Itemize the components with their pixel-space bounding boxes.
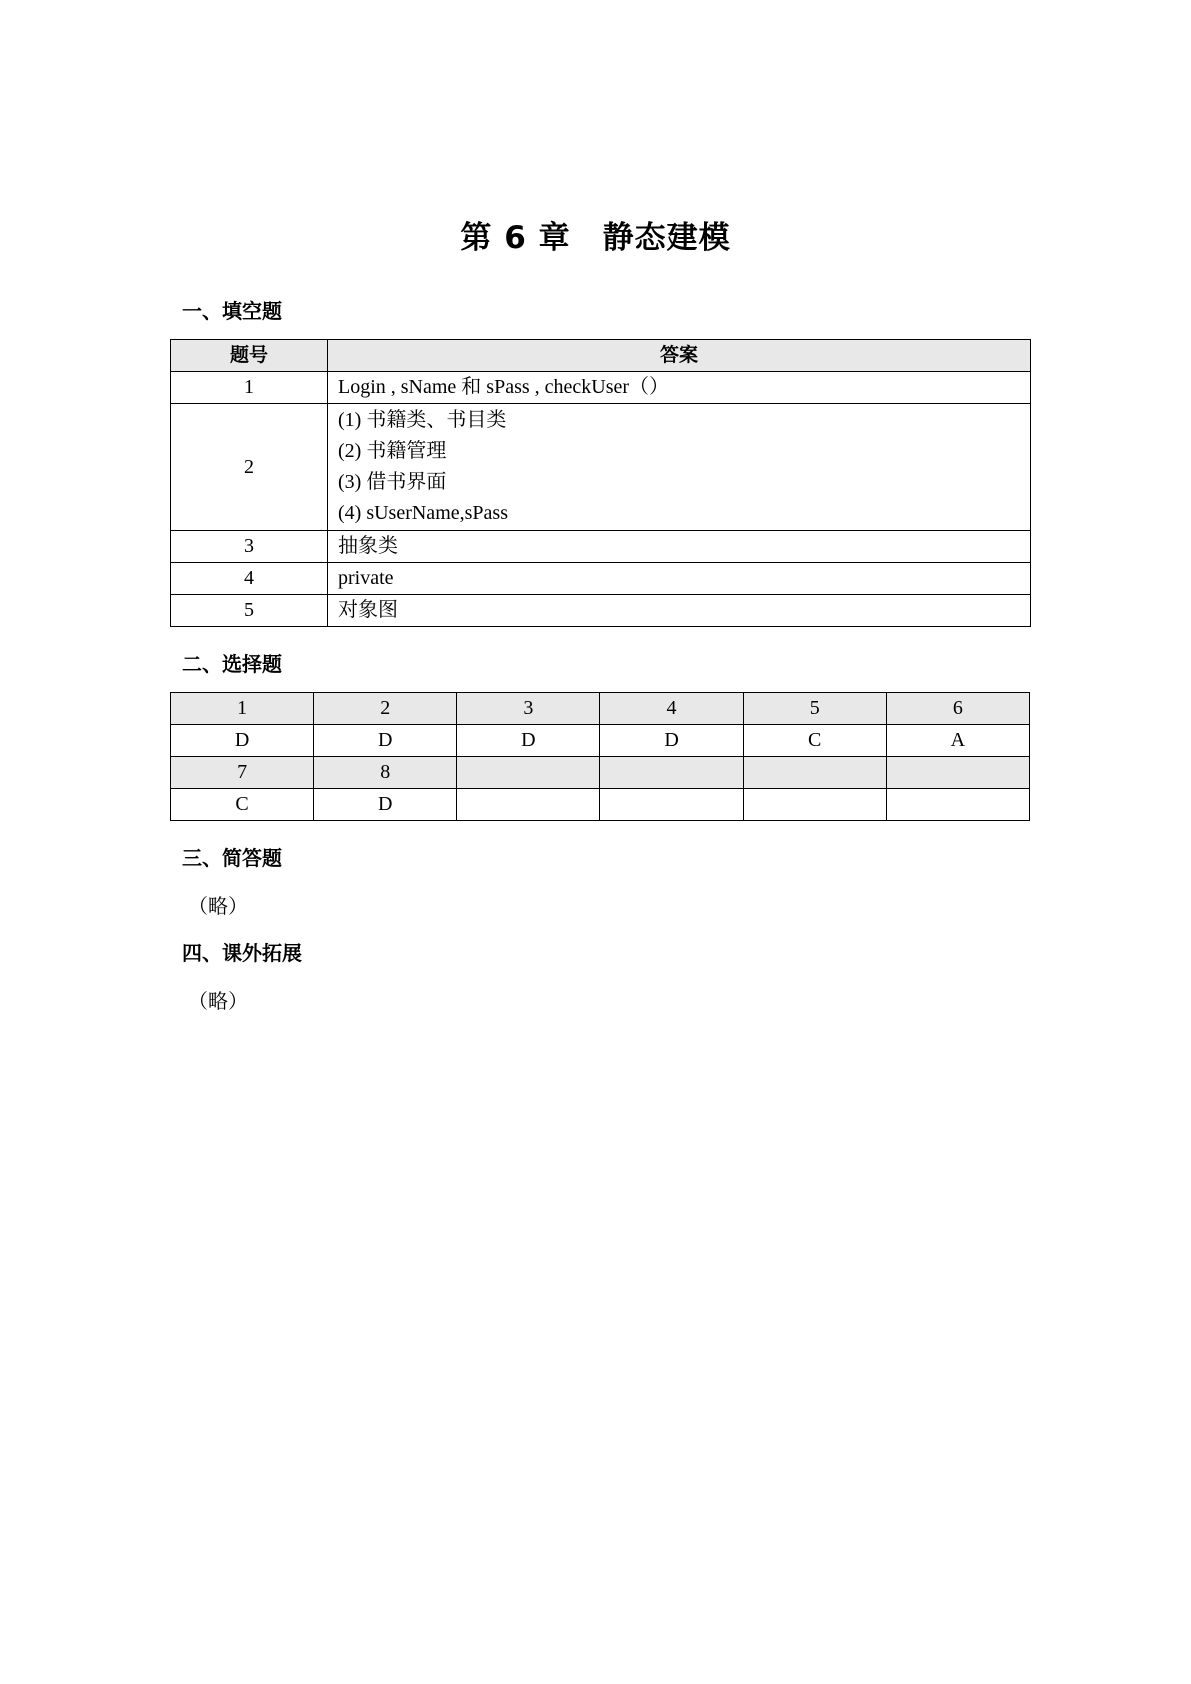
- question-number: [457, 757, 600, 789]
- answer-line: (4) sUserName,sPass: [338, 502, 508, 524]
- question-number: 2: [314, 693, 457, 725]
- answer-cell: D: [314, 789, 457, 821]
- question-number: 1: [171, 693, 314, 725]
- question-number: [743, 757, 886, 789]
- column-header-answer: 答案: [328, 340, 1031, 372]
- answer-cell: [886, 789, 1029, 821]
- question-number: 5: [743, 693, 886, 725]
- section-heading-extension: 四、课外拓展: [182, 941, 302, 965]
- answer-cell: Login , sName 和 sPass , checkUser（）: [328, 372, 1031, 404]
- question-number: 8: [314, 757, 457, 789]
- question-number: 5: [171, 595, 328, 627]
- column-header-number: 题号: [171, 340, 328, 372]
- section-heading-fill-blank: 一、填空题: [182, 299, 282, 323]
- question-number: 3: [171, 531, 328, 563]
- question-number: [600, 757, 743, 789]
- table-row: [171, 563, 1031, 595]
- question-number-row: [171, 693, 1030, 725]
- chapter-title: 第 6 章 静态建模: [460, 220, 731, 256]
- answer-row: [171, 725, 1030, 757]
- choice-answer-table: [170, 692, 1030, 821]
- answer-cell: D: [600, 725, 743, 757]
- table-row: [171, 531, 1031, 563]
- answer-line: (3) 借书界面: [338, 471, 447, 493]
- question-number: 4: [171, 563, 328, 595]
- answer-cell: D: [314, 725, 457, 757]
- question-number: 7: [171, 757, 314, 789]
- short-answer-note: （略）: [188, 896, 248, 918]
- extension-note: （略）: [188, 991, 248, 1013]
- answer-cell: [743, 789, 886, 821]
- answer-cell: C: [743, 725, 886, 757]
- question-number: 3: [457, 693, 600, 725]
- question-number: [886, 757, 1029, 789]
- answer-cell: A: [886, 725, 1029, 757]
- answer-cell: [600, 789, 743, 821]
- answer-cell: private: [328, 563, 1031, 595]
- answer-row: [171, 789, 1030, 821]
- answer-line: (2) 书籍管理: [338, 440, 447, 462]
- answer-cell: 对象图: [328, 595, 1031, 627]
- answer-cell-multiline: [328, 404, 1031, 531]
- table-header-row: [171, 340, 1031, 372]
- fill-blank-table: [170, 339, 1031, 627]
- answer-cell: D: [457, 725, 600, 757]
- question-number: 6: [886, 693, 1029, 725]
- answer-cell: D: [171, 725, 314, 757]
- question-number-row: [171, 757, 1030, 789]
- question-number: 4: [600, 693, 743, 725]
- answer-line: (1) 书籍类、书目类: [338, 409, 507, 431]
- question-number: 1: [171, 372, 328, 404]
- answer-cell: C: [171, 789, 314, 821]
- answer-cell: 抽象类: [328, 531, 1031, 563]
- table-row: [171, 372, 1031, 404]
- section-heading-choice: 二、选择题: [182, 652, 282, 676]
- table-row: [171, 595, 1031, 627]
- answer-cell: [457, 789, 600, 821]
- section-heading-short-answer: 三、简答题: [182, 846, 282, 870]
- question-number: 2: [171, 404, 328, 531]
- table-row: [171, 404, 1031, 531]
